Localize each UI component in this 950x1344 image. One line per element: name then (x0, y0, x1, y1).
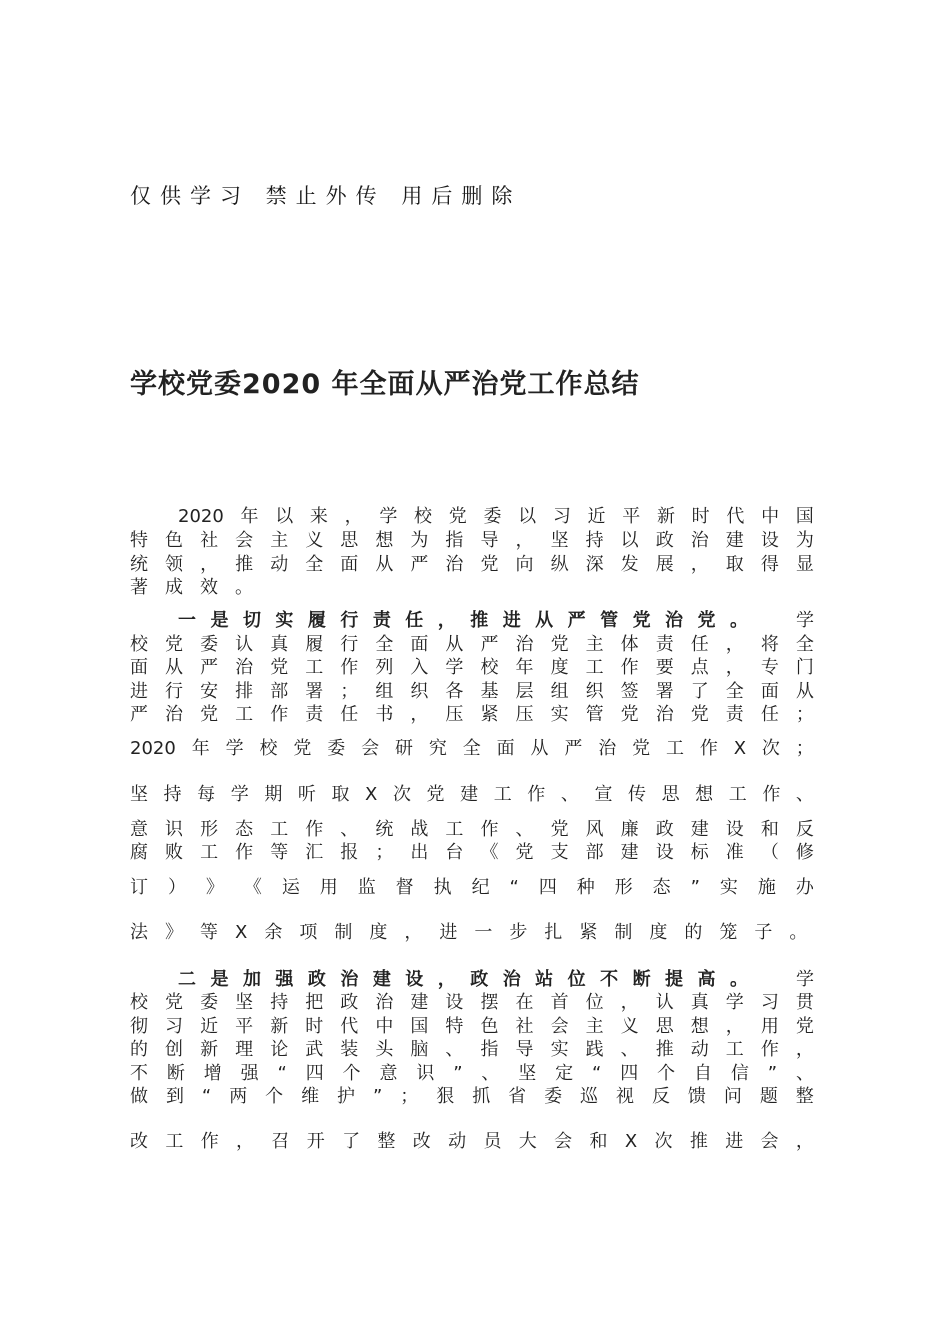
restriction-notice: 仅供学习 禁止外传 用后删除 (130, 184, 522, 208)
paragraph-lead: 二 是 加 强 政 治 建 设 ， 政 治 站 位 不 断 提 高 。 (178, 969, 748, 990)
text-line: 的 创 新 理 论 武 装 头 脑 、 指 导 实 践 、 推 动 工 作 ， (130, 1039, 814, 1060)
text-line: 做 到 “ 两 个 维 护 ” ； 狠 抓 省 委 巡 视 反 馈 问 题 整 (130, 1086, 814, 1107)
text-line: 进 行 安 排 部 署 ； 组 织 各 基 层 组 织 签 署 了 全 面 从 (130, 681, 814, 702)
text-fragment: 学 (796, 969, 814, 990)
text-line: 校 党 委 坚 持 把 政 治 建 设 摆 在 首 位 ， 认 真 学 习 贯 (130, 992, 814, 1013)
paragraph-lead-line (178, 609, 814, 633)
text-line: 腐 败 工 作 等 汇 报 ； 出 台 《 党 支 部 建 设 标 准 （ 修 (130, 842, 814, 863)
text-line: 2020 年 以 来 ， 学 校 党 委 以 习 近 平 新 时 代 中 国 (178, 506, 814, 527)
text-line: 严 治 党 工 作 责 任 书 ， 压 紧 压 实 管 党 治 党 责 任 ； (130, 704, 814, 725)
text-fragment: 学 (796, 610, 814, 631)
text-line: 统 领 ， 推 动 全 面 从 严 治 党 向 纵 深 发 展 ， 取 得 显 (130, 554, 814, 575)
paragraph-lead: 一 是 切 实 履 行 责 任 ， 推 进 从 严 管 党 治 党 。 (178, 610, 748, 631)
text-line: 2020 年 学 校 党 委 会 研 究 全 面 从 严 治 党 工 作 X 次 ； (130, 738, 814, 759)
text-line: 法 》 等 X 余 项 制 度 ， 进 一 步 扎 紧 制 度 的 笼 子 。 (130, 922, 808, 943)
paragraph-lead-line (178, 968, 814, 992)
text-line: 校 党 委 认 真 履 行 全 面 从 严 治 党 主 体 责 任 ， 将 全 (130, 634, 814, 655)
text-line: 面 从 严 治 党 工 作 列 入 学 校 年 度 工 作 要 点 ， 专 门 (130, 657, 814, 678)
text-line: 意 识 形 态 工 作 、 统 战 工 作 、 党 风 廉 政 建 设 和 反 (130, 819, 814, 840)
text-line: 改 工 作 ， 召 开 了 整 改 动 员 大 会 和 X 次 推 进 会 ， (130, 1131, 814, 1152)
text-line: 特 色 社 会 主 义 思 想 为 指 导 ， 坚 持 以 政 治 建 设 为 (130, 530, 814, 551)
text-line: 彻 习 近 平 新 时 代 中 国 特 色 社 会 主 义 思 想 ， 用 党 (130, 1016, 814, 1037)
text-line: 订 ） 》 《 运 用 监 督 执 纪 “ 四 种 形 态 ” 实 施 办 (130, 877, 814, 898)
text-line: 坚 持 每 学 期 听 取 X 次 党 建 工 作 、 宣 传 思 想 工 作 、 (130, 784, 814, 805)
text-line: 著 成 效 。 (130, 577, 253, 598)
text-line: 不 断 增 强 “ 四 个 意 识 ” 、 坚 定 “ 四 个 自 信 ” 、 (130, 1063, 814, 1084)
document-title: 学校党委2020 年全面从严治党工作总结 (130, 369, 640, 400)
